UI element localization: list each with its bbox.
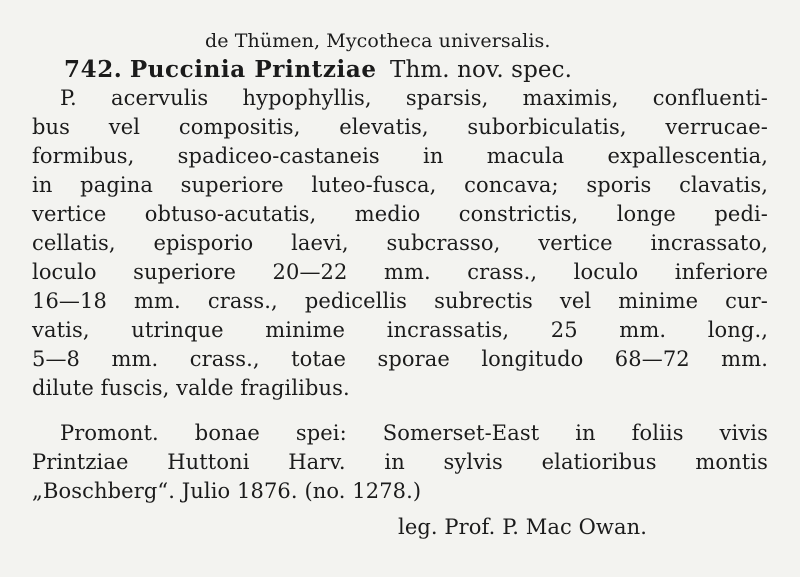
species-author: Thm. nov. spec. <box>390 57 572 83</box>
description-line: 5—8 mm. crass., totae sporae longitudo 68—72 mm. <box>32 347 768 371</box>
locality-line: Printziae Huttoni Harv. in sylvis elatioribus montis <box>32 450 768 474</box>
locality-line: Promont. bonae spei: Somerset-East in foliis vivis <box>60 421 768 445</box>
description-line: bus vel compositis, elevatis, suborbiculatis, verrucae- <box>32 115 768 139</box>
specimen-number: 742. <box>64 56 123 83</box>
header-line: de Thümen, Mycotheca universalis. <box>205 30 551 52</box>
collector-line: leg. Prof. P. Mac Owan. <box>398 515 648 539</box>
description-line: dilute fuscis, valde fragilibus. <box>32 376 350 400</box>
description-line: vertice obtuso-acutatis, medio constrictis, longe pedi- <box>32 202 768 226</box>
description-line: in pagina superiore luteo-fusca, concava; sporis clavatis, <box>32 173 768 197</box>
description-line: loculo superiore 20—22 mm. crass., loculo inferiore <box>32 260 768 284</box>
description-line: vatis, utrinque minime incrassatis, 25 mm. long., <box>32 318 768 342</box>
species-name: Puccinia Printziae <box>129 56 377 83</box>
description-line: 16—18 mm. crass., pedicellis subrectis vel minime cur- <box>32 289 768 313</box>
locality-line: „Boschberg“. Julio 1876. (no. 1278.) <box>32 479 422 503</box>
description-line: formibus, spadiceo-castaneis in macula expallescentia, <box>32 144 768 168</box>
description-line: P. acervulis hypophyllis, sparsis, maximis, confluenti- <box>60 86 768 110</box>
species-title <box>64 56 572 84</box>
description-line: cellatis, episporio laevi, subcrasso, vertice incrassato, <box>32 231 768 255</box>
